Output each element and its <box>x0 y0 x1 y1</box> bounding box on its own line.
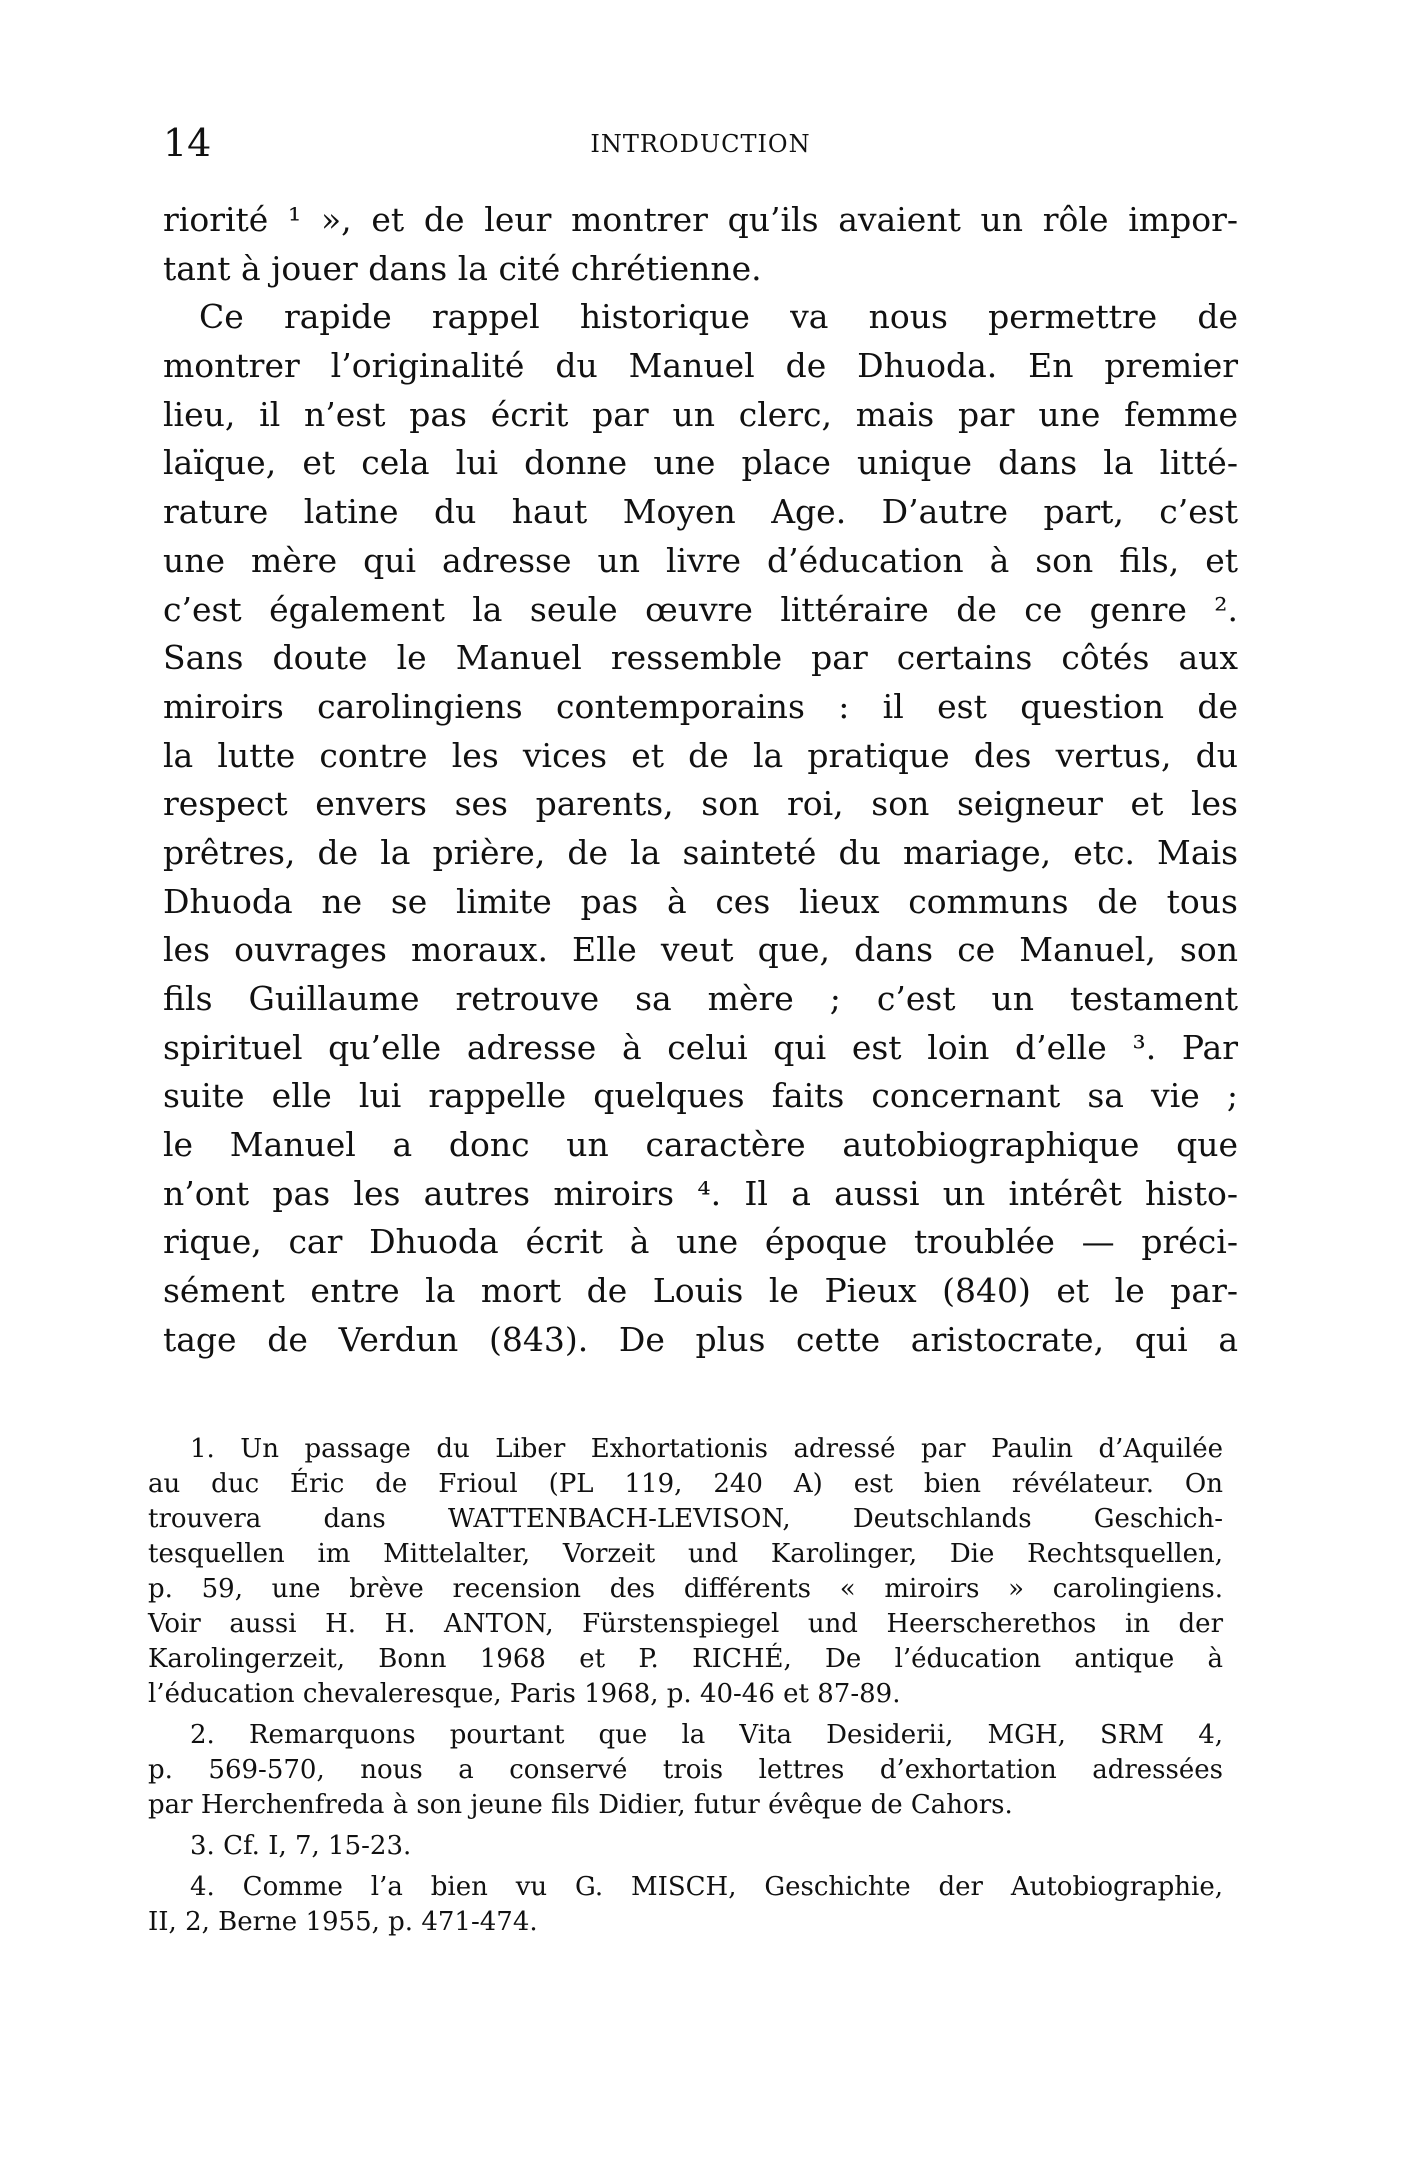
footnote-line: II, 2, Berne 1955, p. 471-474. <box>148 1907 538 1937</box>
page-number: 14 <box>163 121 212 165</box>
footnote-line: trouvera dans WATTENBACH-LEVISON, Deutschlands Geschich- <box>148 1504 1223 1534</box>
footnote-line: l’éducation chevaleresque, Paris 1968, p. 40-46 et 87-89. <box>148 1679 901 1709</box>
page-header <box>163 118 1238 168</box>
text-line: laïque, et cela lui donne une place unique dans la litté- <box>163 443 1238 483</box>
text-line: montrer l’originalité du Manuel de Dhuoda. En premier <box>163 346 1238 386</box>
footnote-line: 2. Remarquons pourtant que la Vita Desiderii, MGH, SRM 4, <box>190 1720 1223 1750</box>
footnote-line: au duc Éric de Frioul (PL 119, 240 A) est bien révélateur. On <box>148 1469 1223 1499</box>
text-line: une mère qui adresse un livre d’éducation à son fils, et <box>163 540 1238 580</box>
text-line: Ce rapide rappel historique va nous permettre de <box>199 297 1238 337</box>
text-line: suite elle lui rappelle quelques faits concernant sa vie ; <box>163 1076 1238 1116</box>
main-text <box>163 196 1238 1365</box>
text-line: tage de Verdun (843). De plus cette aristocrate, qui a <box>163 1319 1238 1359</box>
text-line: la lutte contre les vices et de la pratique des vertus, du <box>163 735 1238 775</box>
footnote-line: 1. Un passage du Liber Exhortationis adressé par Paulin d’Aquilée <box>190 1434 1223 1464</box>
text-line: rature latine du haut Moyen Age. D’autre part, c’est <box>163 492 1238 532</box>
text-line: spirituel qu’elle adresse à celui qui est loin d’elle ³. Par <box>163 1027 1238 1067</box>
footnote-line: 3. Cf. I, 7, 15-23. <box>190 1831 412 1861</box>
running-title: INTRODUCTION <box>590 130 811 158</box>
text-line: c’est également la seule œuvre littéraire de ce genre ². <box>163 589 1238 629</box>
text-line: respect envers ses parents, son roi, son seigneur et les <box>163 784 1238 824</box>
text-line: le Manuel a donc un caractère autobiographique que <box>163 1125 1238 1165</box>
text-line: fils Guillaume retrouve sa mère ; c’est un testament <box>163 979 1238 1018</box>
footnote-line: 4. Comme l’a bien vu G. MISCH, Geschichte der Autobiographie, <box>190 1872 1223 1902</box>
text-line: Dhuoda ne se limite pas à ces lieux communs de tous <box>163 881 1238 921</box>
text-line: miroirs carolingiens contemporains : il est question de <box>163 686 1238 726</box>
text-line: les ouvrages moraux. Elle veut que, dans ce Manuel, son <box>163 930 1238 970</box>
footnote-line: Voir aussi H. H. ANTON, Fürstenspiegel und Heerscherethos in der <box>148 1609 1223 1639</box>
text-line: riorité ¹ », et de leur montrer qu’ils avaient un rôle impor- <box>163 200 1238 239</box>
footnote-line: par Herchenfreda à son jeune fils Didier, futur évêque de Cahors. <box>148 1790 1013 1820</box>
text-line: tant à jouer dans la cité chrétienne. <box>163 248 762 288</box>
text-line: prêtres, de la prière, de la sainteté du mariage, etc. Mais <box>163 832 1238 872</box>
text-line: Sans doute le Manuel ressemble par certains côtés aux <box>163 638 1238 678</box>
footnote-line: p. 59, une brève recension des différents « miroirs » carolingiens. <box>148 1574 1223 1604</box>
text-line: n’ont pas les autres miroirs ⁴. Il a aussi un intérêt histo- <box>163 1173 1238 1213</box>
footnote-line: Karolingerzeit, Bonn 1968 et P. RICHÉ, De l’éducation antique à <box>148 1644 1223 1674</box>
footnotes <box>148 1432 1223 1940</box>
text-line: rique, car Dhuoda écrit à une époque troublée — préci- <box>163 1222 1238 1262</box>
text-line: lieu, il n’est pas écrit par un clerc, mais par une femme <box>163 394 1238 434</box>
text-line: sément entre la mort de Louis le Pieux (840) et le par- <box>163 1271 1238 1311</box>
footnote-line: p. 569-570, nous a conservé trois lettres d’exhortation adressées <box>148 1755 1223 1785</box>
footnote-line: tesquellen im Mittelalter, Vorzeit und Karolinger, Die Rechtsquellen, <box>148 1539 1223 1569</box>
